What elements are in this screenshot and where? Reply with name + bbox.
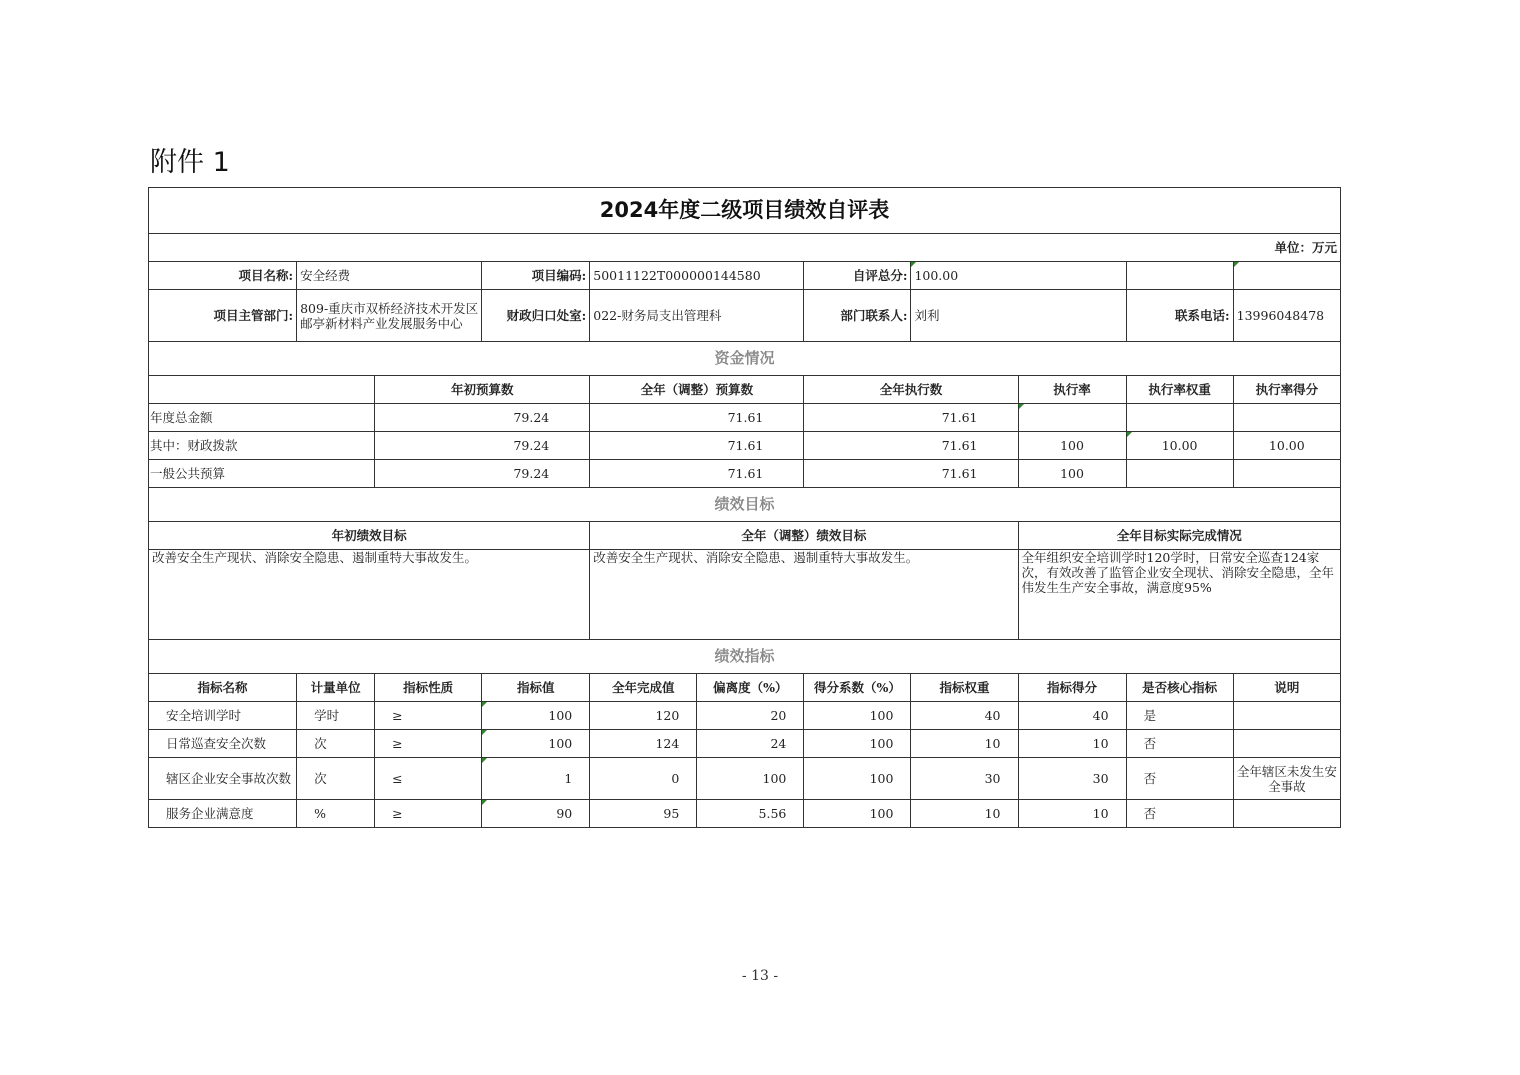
indicator-score: 40 — [1018, 702, 1126, 730]
target-value: 100 — [482, 702, 590, 730]
actual-completion: 全年组织安全培训学时120学时，日常安全巡查124家次，有效改善了监管企业安全现状、消除安全隐患，全年伟发生生产安全事故，满意度95% — [1018, 550, 1340, 640]
table-row — [149, 758, 1341, 800]
project-code: 50011122T000000144580 — [590, 262, 804, 290]
funds-row — [149, 404, 1341, 432]
nature: ≥ — [375, 730, 482, 758]
score-coefficient: 100 — [804, 800, 911, 828]
project-name: 安全经费 — [297, 262, 482, 290]
funds-header: 全年（调整）预算数 — [590, 376, 804, 404]
indicator-score: 10 — [1018, 730, 1126, 758]
rate-score — [1233, 404, 1340, 432]
contact-value: 刘利 — [911, 290, 1126, 342]
evaluation-sheet — [148, 187, 1341, 828]
unit: 学时 — [297, 702, 375, 730]
indicator-name: 服务企业满意度 — [149, 800, 297, 828]
executed-amount: 71.61 — [804, 460, 1018, 488]
execution-rate — [1018, 404, 1126, 432]
initial-budget: 79.24 — [375, 404, 590, 432]
indicator-header: 指标权重 — [911, 674, 1018, 702]
indicator-score: 30 — [1018, 758, 1126, 800]
deviation: 24 — [697, 730, 804, 758]
funds-row-label: 一般公共预算 — [149, 460, 375, 488]
unit: 次 — [297, 730, 375, 758]
initial-budget: 79.24 — [375, 460, 590, 488]
table-row — [149, 800, 1341, 828]
funds-row — [149, 432, 1341, 460]
score-coefficient: 100 — [804, 702, 911, 730]
funds-header: 执行率 — [1018, 376, 1126, 404]
execution-rate: 100 — [1018, 460, 1126, 488]
nature: ≤ — [375, 758, 482, 800]
finance-value: 022-财务局支出管理科 — [590, 290, 804, 342]
initial-goal: 改善安全生产现状、消除安全隐患、遏制重特大事故发生。 — [149, 550, 590, 640]
empty-cell — [1233, 262, 1340, 290]
adjusted-budget: 71.61 — [590, 404, 804, 432]
unit: 次 — [297, 758, 375, 800]
funds-header: 年初预算数 — [375, 376, 590, 404]
project-code-label: 项目编码: — [482, 262, 590, 290]
completed-value: 0 — [590, 758, 697, 800]
indicator-header: 偏离度（%） — [697, 674, 804, 702]
deviation: 20 — [697, 702, 804, 730]
remark — [1233, 702, 1340, 730]
table-title: 2024年度二级项目绩效自评表 — [149, 188, 1341, 234]
goals-header: 全年目标实际完成情况 — [1018, 522, 1340, 550]
indicator-header: 得分系数（%） — [804, 674, 911, 702]
indicator-header: 是否核心指标 — [1126, 674, 1233, 702]
initial-budget: 79.24 — [375, 432, 590, 460]
indicator-header: 指标名称 — [149, 674, 297, 702]
attachment-label: 附件 1 — [150, 147, 230, 178]
rate-score: 10.00 — [1233, 432, 1340, 460]
finance-label: 财政归口处室: — [482, 290, 590, 342]
goals-section-title: 绩效目标 — [149, 488, 1341, 522]
indicator-score: 10 — [1018, 800, 1126, 828]
score-coefficient: 100 — [804, 730, 911, 758]
indicator-name: 日常巡查安全次数 — [149, 730, 297, 758]
deviation: 100 — [697, 758, 804, 800]
completed-value: 95 — [590, 800, 697, 828]
completed-value: 124 — [590, 730, 697, 758]
total-score-label: 自评总分: — [804, 262, 911, 290]
dept-label: 项目主管部门: — [149, 290, 297, 342]
empty-cell — [1126, 262, 1233, 290]
is-core: 是 — [1126, 702, 1233, 730]
dept-value: 809-重庆市双桥经济技术开发区邮亭新材料产业发展服务中心 — [297, 290, 482, 342]
weight: 10 — [911, 730, 1018, 758]
weight: 30 — [911, 758, 1018, 800]
indicator-rows — [149, 702, 1341, 828]
remark — [1233, 730, 1340, 758]
unit-label: 单位：万元 — [149, 234, 1341, 262]
rate-weight — [1126, 460, 1233, 488]
table-row — [149, 702, 1341, 730]
adjusted-budget: 71.61 — [590, 460, 804, 488]
indicator-header: 指标性质 — [375, 674, 482, 702]
total-score: 100.00 — [911, 262, 1126, 290]
phone-label: 联系电话: — [1126, 290, 1233, 342]
target-value: 1 — [482, 758, 590, 800]
funds-row — [149, 460, 1341, 488]
adjusted-budget: 71.61 — [590, 432, 804, 460]
indicator-header: 指标得分 — [1018, 674, 1126, 702]
execution-rate: 100 — [1018, 432, 1126, 460]
indicator-header: 指标值 — [482, 674, 590, 702]
funds-header: 执行率得分 — [1233, 376, 1340, 404]
is-core: 否 — [1126, 758, 1233, 800]
funds-row-label: 其中：财政拨款 — [149, 432, 375, 460]
rate-weight — [1126, 404, 1233, 432]
indicator-header: 说明 — [1233, 674, 1340, 702]
indicator-header: 计量单位 — [297, 674, 375, 702]
table-row — [149, 730, 1341, 758]
is-core: 否 — [1126, 800, 1233, 828]
indicators-section-title: 绩效指标 — [149, 640, 1341, 674]
weight: 10 — [911, 800, 1018, 828]
goals-header: 全年（调整）绩效目标 — [590, 522, 1018, 550]
funds-header: 执行率权重 — [1126, 376, 1233, 404]
target-value: 100 — [482, 730, 590, 758]
project-name-label: 项目名称: — [149, 262, 297, 290]
empty-cell — [149, 376, 375, 404]
completed-value: 120 — [590, 702, 697, 730]
executed-amount: 71.61 — [804, 432, 1018, 460]
funds-section-title: 资金情况 — [149, 342, 1341, 376]
score-coefficient: 100 — [804, 758, 911, 800]
page-number: - 13 - — [741, 968, 779, 984]
indicator-name: 辖区企业安全事故次数 — [149, 758, 297, 800]
target-value: 90 — [482, 800, 590, 828]
adjusted-goal: 改善安全生产现状、消除安全隐患、遏制重特大事故发生。 — [590, 550, 1018, 640]
weight: 40 — [911, 702, 1018, 730]
funds-row-label: 年度总金额 — [149, 404, 375, 432]
nature: ≥ — [375, 702, 482, 730]
nature: ≥ — [375, 800, 482, 828]
indicator-name: 安全培训学时 — [149, 702, 297, 730]
unit: % — [297, 800, 375, 828]
remark: 全年辖区未发生安全事故 — [1233, 758, 1340, 800]
deviation: 5.56 — [697, 800, 804, 828]
goals-header: 年初绩效目标 — [149, 522, 590, 550]
remark — [1233, 800, 1340, 828]
phone-value: 13996048478 — [1233, 290, 1340, 342]
contact-label: 部门联系人: — [804, 290, 911, 342]
indicator-header: 全年完成值 — [590, 674, 697, 702]
is-core: 否 — [1126, 730, 1233, 758]
rate-weight: 10.00 — [1126, 432, 1233, 460]
funds-header: 全年执行数 — [804, 376, 1018, 404]
executed-amount: 71.61 — [804, 404, 1018, 432]
evaluation-table — [148, 187, 1341, 828]
rate-score — [1233, 460, 1340, 488]
